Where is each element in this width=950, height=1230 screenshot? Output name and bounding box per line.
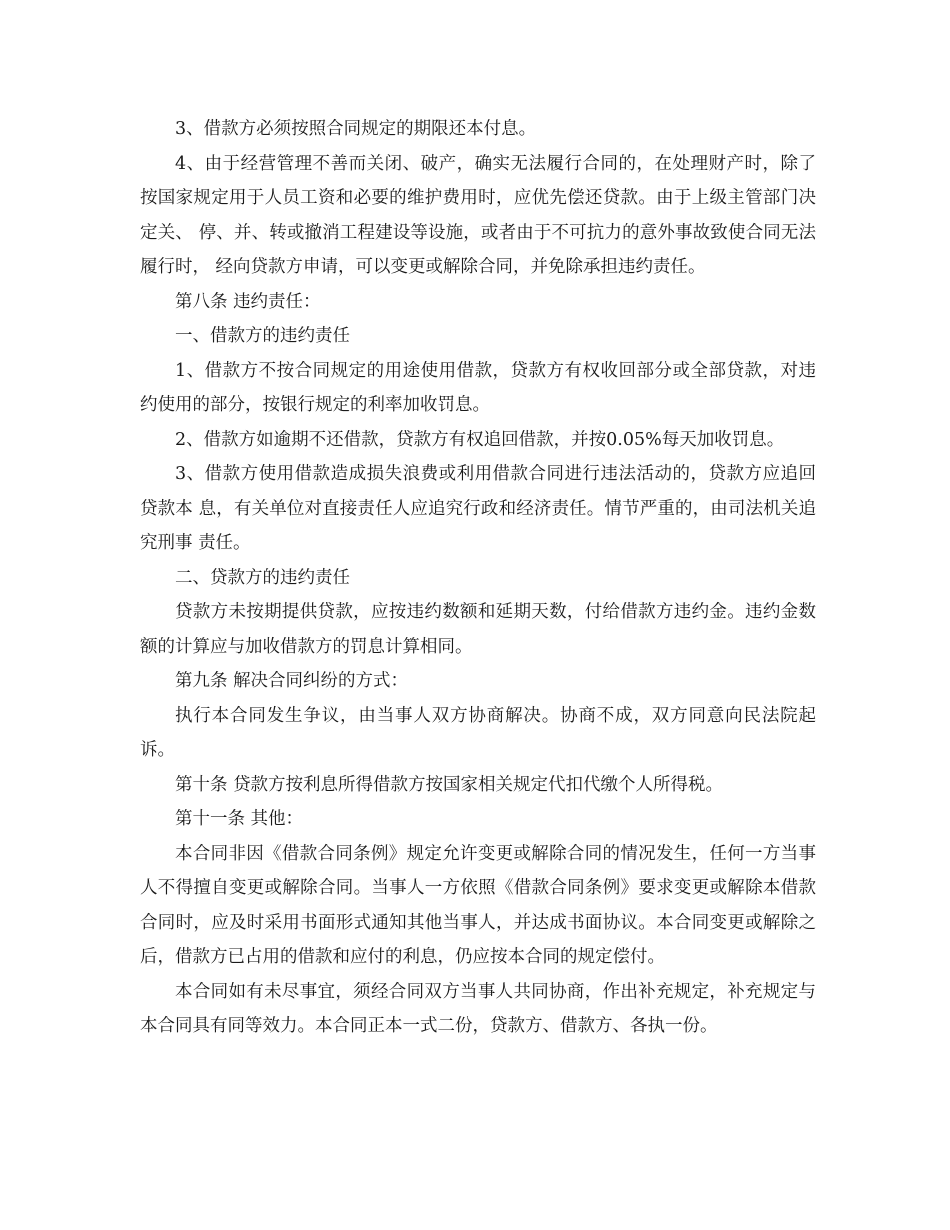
contract-modification-text: 本合同非因《借款合同条例》规定允许变更或解除合同的情况发生，任何一方当事人不得擅自变更或解除合同。当事人一方依照《借款合同条例》要求变更或解除本借款合同时，应及时采用书面形式通知其他当事人，并达成书面协议。本合同变更或解除之后，借款方已占用的借款和应付的利息，仍应按本合同的规定偿付。 — [140, 843, 816, 967]
clause-bankruptcy: 4、由于经营管理不善而关闭、破产，确实无法履行合同的，在处理财产时，除了按国家规定用于人员工资和必要的维护费用时，应优先偿还贷款。由于上级主管部门决定关、 停、并、转或撤消工程建设等设施，或者由于不可抗力的意外事故致使合同无法履行时， 经向贷款方申请，可以变更或解除合同，并免除承担违约责任。 — [140, 153, 816, 277]
document-page — [140, 112, 816, 1044]
borrower-liability-1: 1、借款方不按合同规定的用途使用借款，贷款方有权收回部分或全部贷款，对违约使用的部分，按银行规定的利率加收罚息。 — [140, 360, 816, 415]
borrower-liability-2: 2、借款方如逾期不还借款，贷款方有权追回借款，并按0.05%每天加收罚息。 — [175, 429, 785, 450]
lender-liability-heading: 二、贷款方的违约责任 — [175, 567, 350, 588]
lender-liability-text: 贷款方未按期提供贷款，应按违约数额和延期天数，付给借款方违约金。违约金数额的计算应与加收借款方的罚息计算相同。 — [140, 602, 816, 657]
dispute-resolution-text: 执行本合同发生争议，由当事人双方协商解决。协商不成，双方同意向民法院起诉。 — [140, 705, 816, 760]
article-8-heading: 第八条 违约责任： — [175, 291, 321, 312]
borrower-liability-3: 3、借款方使用借款造成损失浪费或利用借款合同进行违法活动的，贷款方应追回贷款本 息，有关单位对直接责任人应追究行政和经济责任。情节严重的，由司法机关追究刑事 责任。 — [140, 464, 816, 553]
article-9-heading: 第九条 解决合同纠纷的方式： — [175, 671, 409, 691]
borrower-liability-heading: 一、借款方的违约责任 — [175, 326, 350, 346]
article-11-heading: 第十一条 其他： — [175, 809, 304, 829]
article-10-text: 第十条 贷款方按利息所得借款方按国家相关规定代扣代缴个人所得税。 — [175, 774, 724, 795]
supplementary-terms-text: 本合同如有未尽事宜，须经合同双方当事人共同协商，作出补充规定，补充规定与本合同具有同等效力。本合同正本一式二份，贷款方、借款方、各执一份。 — [140, 981, 816, 1036]
clause-repay-on-time: 3、借款方必须按照合同规定的期限还本付息。 — [175, 119, 537, 139]
